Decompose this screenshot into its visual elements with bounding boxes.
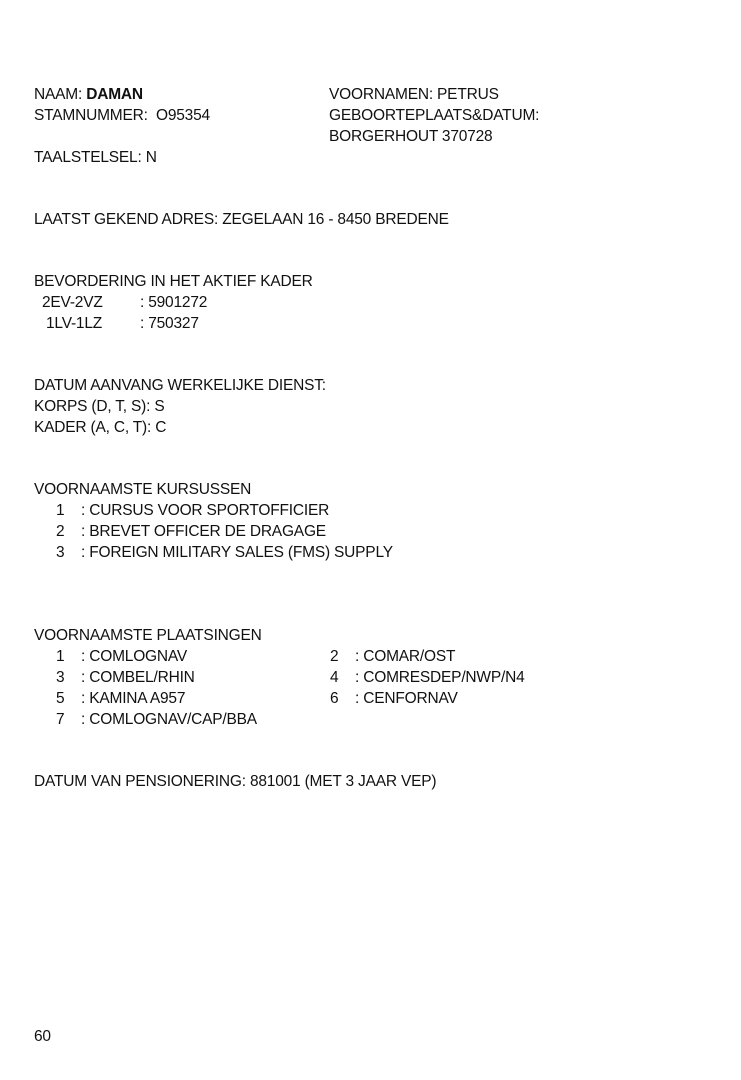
kursus-text-3: : FOREIGN MILITARY SALES (FMS) SUPPLY xyxy=(81,544,393,561)
plaatsing-text-7: : COMLOGNAV/CAP/BBA xyxy=(81,711,257,728)
plaatsing-num-5: 5 xyxy=(56,690,65,707)
plaatsing-num-2: 2 xyxy=(330,648,339,665)
kursus-num-1: 1 xyxy=(56,502,65,519)
bevordering-heading: BEVORDERING IN HET AKTIEF KADER xyxy=(34,273,313,290)
plaatsing-num-6: 6 xyxy=(330,690,339,707)
geboorte-value: BORGERHOUT 370728 xyxy=(329,128,493,145)
dienst-korps: KORPS (D, T, S): S xyxy=(34,398,165,415)
dienst-kader: KADER (A, C, T): C xyxy=(34,419,167,436)
plaatsing-num-3: 3 xyxy=(56,669,65,686)
voornamen-line xyxy=(329,86,499,104)
bevordering-date-2: : 750327 xyxy=(140,315,199,332)
plaatsing-num-1: 1 xyxy=(56,648,65,665)
naam-value: DAMAN xyxy=(86,86,143,103)
bevordering-grade-2: 1LV-1LZ xyxy=(46,315,103,332)
plaatsing-text-4: : COMRESDEP/NWP/N4 xyxy=(355,669,525,686)
stamnummer-line xyxy=(34,107,210,125)
page-number: 60 xyxy=(34,1028,51,1045)
plaatsing-text-5: : KAMINA A957 xyxy=(81,690,186,707)
voornamen-value: PETRUS xyxy=(437,86,499,103)
plaatsing-num-4: 4 xyxy=(330,669,339,686)
kursus-text-1: : CURSUS VOOR SPORTOFFICIER xyxy=(81,502,330,519)
geboorte-label: GEBOORTEPLAATS&DATUM: xyxy=(329,107,540,124)
adres-line xyxy=(34,211,449,229)
bevordering-date-1: : 5901272 xyxy=(140,294,208,311)
stamnummer-value: O95354 xyxy=(155,107,210,124)
bevordering-grade-1: 2EV-2VZ xyxy=(42,294,103,311)
plaatsing-num-7: 7 xyxy=(56,711,65,728)
plaatsing-text-6: : CENFORNAV xyxy=(355,690,458,707)
plaatsing-text-3: : COMBEL/RHIN xyxy=(81,669,195,686)
kursus-text-2: : BREVET OFFICER DE DRAGAGE xyxy=(81,523,326,540)
adres-value: ZEGELAAN 16 - 8450 BREDENE xyxy=(222,211,449,228)
voornamen-label: VOORNAMEN: xyxy=(329,86,433,103)
kursussen-heading: VOORNAAMSTE KURSUSSEN xyxy=(34,481,252,498)
plaatsing-text-1: : COMLOGNAV xyxy=(81,648,188,665)
pensionering: DATUM VAN PENSIONERING: 881001 (MET 3 JAAR VEP) xyxy=(34,773,437,790)
taalstelsel-label: TAALSTELSEL: xyxy=(34,149,142,166)
taalstelsel-line xyxy=(34,149,157,167)
plaatsing-text-2: : COMAR/OST xyxy=(355,648,456,665)
dienst-aanvang: DATUM AANVANG WERKELIJKE DIENST: xyxy=(34,377,326,394)
naam-label: NAAM: xyxy=(34,86,83,103)
adres-label: LAATST GEKEND ADRES: xyxy=(34,211,219,228)
plaatsingen-heading: VOORNAAMSTE PLAATSINGEN xyxy=(34,627,262,644)
stamnummer-label: STAMNUMMER: xyxy=(34,107,148,124)
naam-line xyxy=(34,86,143,104)
taalstelsel-value: N xyxy=(145,149,157,166)
kursus-num-2: 2 xyxy=(56,523,65,540)
kursus-num-3: 3 xyxy=(56,544,65,561)
